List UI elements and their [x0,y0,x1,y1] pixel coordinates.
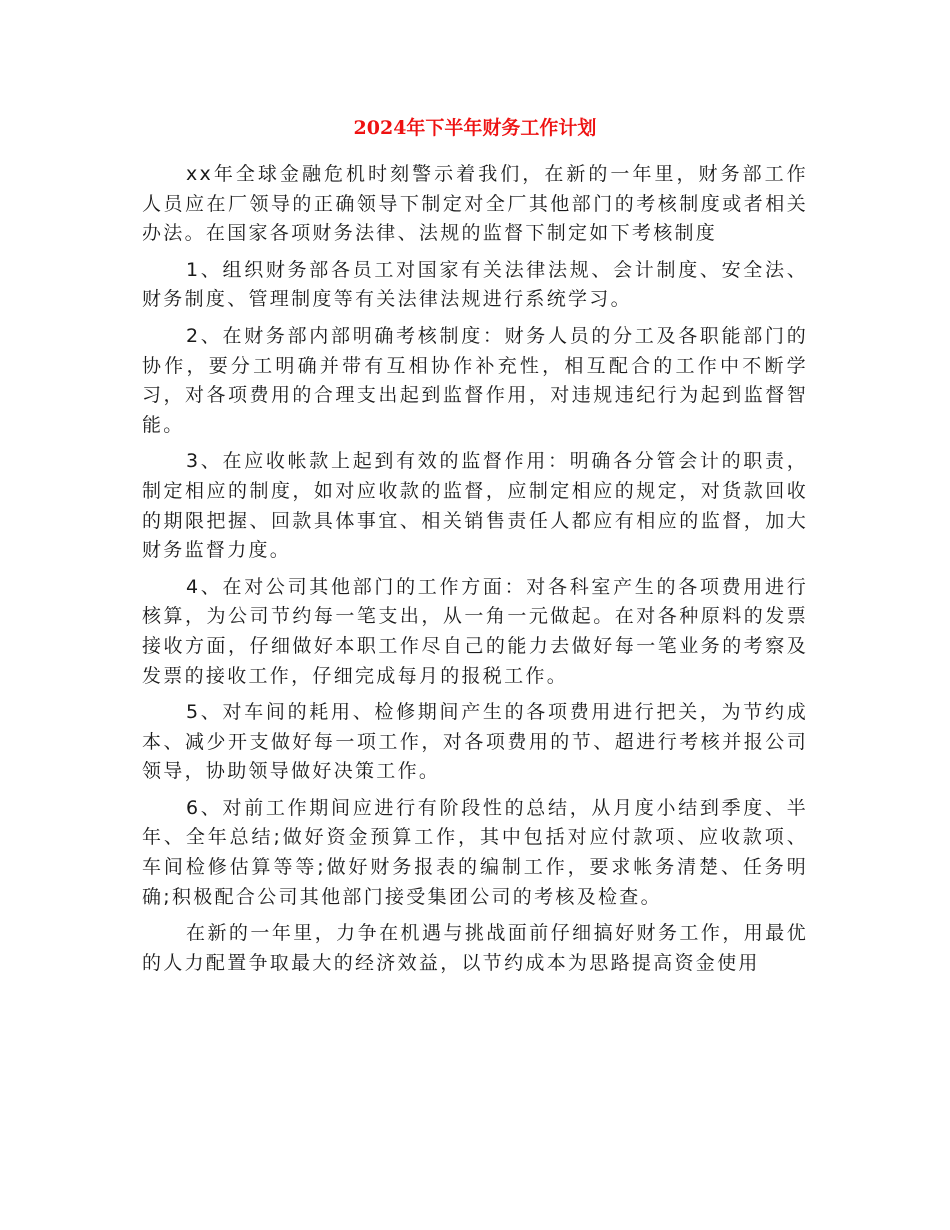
paragraph-item-5: 5、对车间的耗用、检修期间产生的各项费用进行把关，为节约成本、减少开支做好每一项工作，对各项费用的节、超进行考核并报公司领导，协助领导做好决策工作。 [142,701,808,783]
document-title: 2024年下半年财务工作计划 [353,117,597,139]
paragraph-item-6: 6、对前工作期间应进行有阶段性的总结，从月度小结到季度、半年、全年总结;做好资金预算工作，其中包括对应付款项、应收款项、车间检修估算等等;做好财务报表的编制工作，要求帐务清楚、任务明确;积极配合公司其他部门接受集团公司的考核及检查。 [142,796,808,908]
document-body [142,160,808,985]
paragraph-intro: xx年全球金融危机时刻警示着我们，在新的一年里，财务部工作人员应在厂领导的正确领导下制定对全厂其他部门的考核制度或者相关办法。在国家各项财务法律、法规的监督下制定如下考核制度 [142,163,808,245]
paragraph-item-3: 3、在应收帐款上起到有效的监督作用：明确各分管会计的职责，制定相应的制度，如对应收款的监督，应制定相应的规定，对货款回收的期限把握、回款具体事宜、相关销售责任人都应有相应的监督，加大财务监督力度。 [142,450,808,562]
paragraph-item-4: 4、在对公司其他部门的工作方面：对各科室产生的各项费用进行核算，为公司节约每一笔支出，从一角一元做起。在对各种原料的发票接收方面，仔细做好本职工作尽自己的能力去做好每一笔业务的考察及发票的接收工作，仔细完成每月的报税工作。 [142,575,808,687]
paragraph-item-2: 2、在财务部内部明确考核制度：财务人员的分工及各职能部门的协作，要分工明确并带有互相协作补充性，相互配合的工作中不断学习，对各项费用的合理支出起到监督作用，对违规违纪行为起到监督智能。 [142,324,808,436]
paragraph-item-1: 1、组织财务部各员工对国家有关法律法规、会计制度、安全法、财务制度、管理制度等有关法律法规进行系统学习。 [142,258,808,311]
paragraph-conclusion: 在新的一年里，力争在机遇与挑战面前仔细搞好财务工作，用最优的人力配置争取最大的经济效益，以节约成本为思路提高资金使用 [142,922,808,974]
